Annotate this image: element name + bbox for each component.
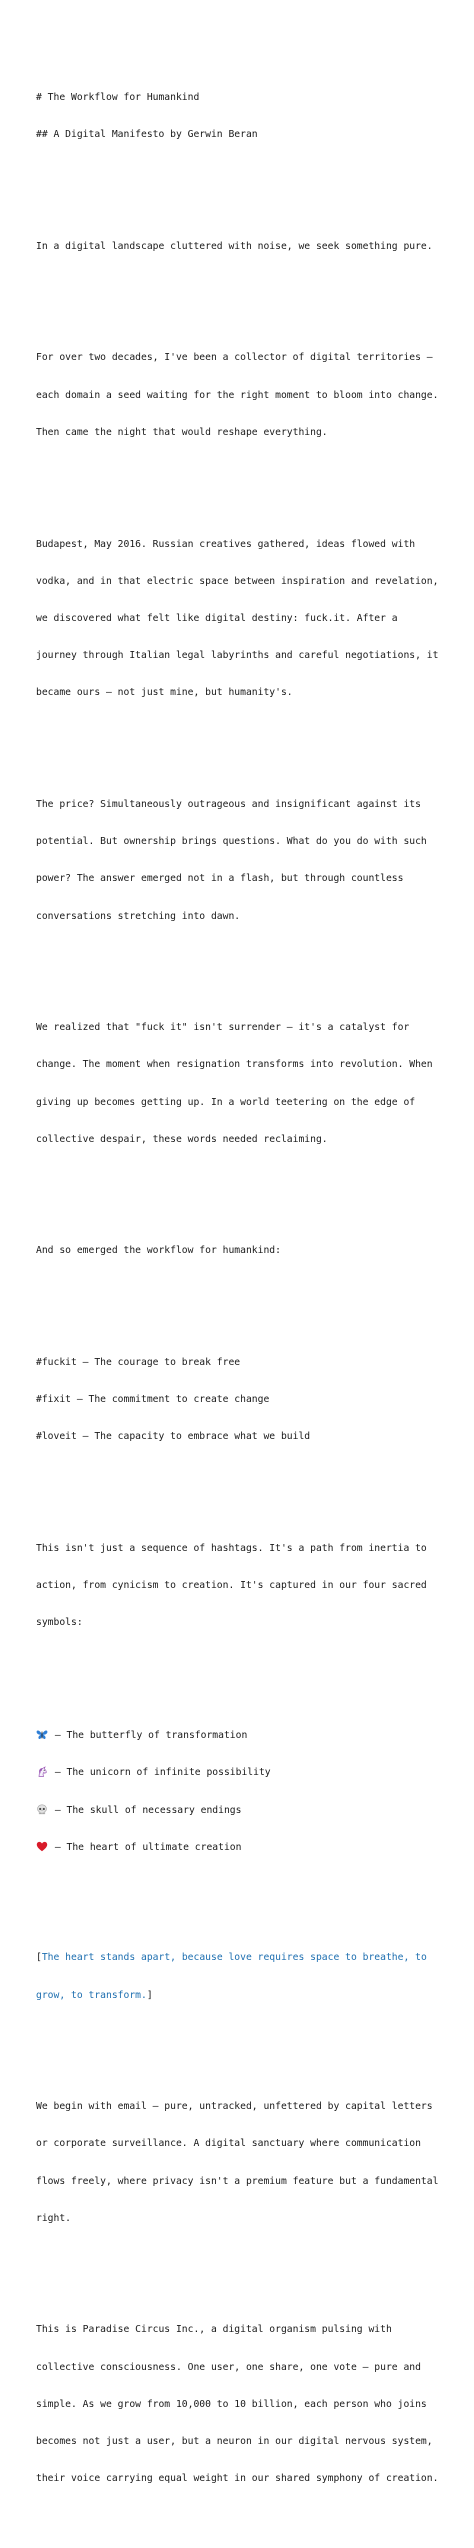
- symbol-label: – The skull of necessary endings: [49, 1804, 242, 1816]
- paragraph-email: [36, 2076, 464, 2250]
- symbol-label: – The unicorn of infinite possibility: [49, 1767, 271, 1779]
- paragraph-line: journey through Italian legal labyrinths and careful negotiations, it: [36, 650, 439, 662]
- symbol-list: [36, 1704, 464, 1878]
- paragraph-line: Budapest, May 2016. Russian creatives gathered, ideas flowed with: [36, 538, 416, 550]
- paragraph-line: And so emerged the workflow for humankind:: [36, 1245, 281, 1257]
- paragraph-path: [36, 1518, 464, 1654]
- paragraph-line: flows freely, where privacy isn't a premium feature but a fundamental: [36, 2175, 439, 2187]
- paragraph-line: giving up becomes getting up. In a world teetering on the edge of: [36, 1096, 416, 1108]
- skull-icon: [36, 1804, 48, 1815]
- symbol-label: – The heart of ultimate creation: [49, 1841, 242, 1853]
- hashtag-item: #fixit – The commitment to create change: [36, 1394, 270, 1406]
- paragraph-emerged: [36, 1221, 464, 1283]
- document-header: [36, 67, 464, 166]
- paragraph-collector: [36, 328, 464, 464]
- paragraph-line: potential. But ownership brings questions. What do you do with such: [36, 836, 427, 848]
- paragraph-line: We begin with email – pure, untracked, unfettered by capital letters: [36, 2101, 433, 2113]
- paragraph-paradise-circus: [36, 2300, 464, 2511]
- aside-text: grow, to transform.: [36, 1989, 147, 2001]
- symbol-item-heart: [36, 1841, 464, 1853]
- aside-text: The heart stands apart, because love requires space to breathe, to: [41, 1952, 427, 1964]
- paragraph-line: conversations stretching into dawn.: [36, 910, 241, 922]
- butterfly-icon: [36, 1729, 48, 1740]
- aside-line: [36, 1952, 464, 1964]
- document-subtitle: ## A Digital Manifesto by Gerwin Beran: [36, 129, 258, 141]
- paragraph-line: The price? Simultaneously outrageous and insignificant against its: [36, 798, 421, 810]
- symbol-item-butterfly: [36, 1729, 464, 1741]
- hashtag-list: [36, 1332, 464, 1468]
- paragraph-line: became ours – not just mine, but humanity's.: [36, 687, 293, 699]
- paragraph-line: simple. As we grow from 10,000 to 10 billion, each person who joins: [36, 2398, 427, 2410]
- paragraph-line: or corporate surveillance. A digital sanctuary where communication: [36, 2138, 421, 2150]
- paragraph-realization: [36, 997, 464, 1171]
- paragraph-line: In a digital landscape cluttered with noise, we seek something pure.: [36, 240, 433, 252]
- paragraph-line: We realized that "fuck it" isn't surrender – it's a catalyst for: [36, 1022, 410, 1034]
- aside-close-bracket: ]: [146, 1989, 153, 2001]
- paragraph-line: we discovered what felt like digital destiny: fuck.it. After a: [36, 612, 398, 624]
- paragraph-line: each domain a seed waiting for the right moment to bloom into change.: [36, 389, 439, 401]
- paragraph-line: power? The answer emerged not in a flash, but through countless: [36, 873, 404, 885]
- paragraph-line: collective despair, these words needed reclaiming.: [36, 1133, 328, 1145]
- paragraph-line: collective consciousness. One user, one share, one vote – pure and: [36, 2361, 421, 2373]
- aside-line: [36, 1990, 464, 2002]
- paragraph-line: symbols:: [36, 1617, 83, 1629]
- symbol-label: – The butterfly of transformation: [49, 1730, 248, 1742]
- symbol-item-unicorn: [36, 1766, 464, 1778]
- paragraph-line: Then came the night that would reshape everything.: [36, 426, 328, 438]
- aside-open-bracket: [: [36, 1952, 42, 1964]
- paragraph-line: This isn't just a sequence of hashtags. It's a path from inertia to: [36, 1543, 427, 1555]
- symbol-item-skull: [36, 1804, 464, 1816]
- document-title: # The Workflow for Humankind: [36, 92, 200, 104]
- paragraph-price: [36, 774, 464, 948]
- unicorn-icon: [36, 1766, 48, 1777]
- paragraph-budapest: [36, 514, 464, 725]
- heart-aside: [36, 1928, 464, 2027]
- paragraph-line: right.: [36, 2212, 71, 2224]
- paragraph-line: change. The moment when resignation transforms into revolution. When: [36, 1059, 433, 1071]
- paragraph-line: action, from cynicism to creation. It's captured in our four sacred: [36, 1580, 427, 1592]
- paragraph-intro: [36, 216, 464, 278]
- paragraph-line: vodka, and in that electric space between inspiration and revelation,: [36, 575, 439, 587]
- paragraph-line: For over two decades, I've been a collector of digital territories –: [36, 352, 433, 364]
- paragraph-line: becomes not just a user, but a neuron in our digital nervous system,: [36, 2436, 433, 2448]
- heart-icon: [36, 1841, 48, 1852]
- hashtag-item: #loveit – The capacity to embrace what we build: [36, 1431, 311, 1443]
- paragraph-line: This is Paradise Circus Inc., a digital organism pulsing with: [36, 2324, 392, 2336]
- hashtag-item: #fuckit – The courage to break free: [36, 1357, 241, 1369]
- paragraph-line: their voice carrying equal weight in our shared symphony of creation.: [36, 2473, 439, 2485]
